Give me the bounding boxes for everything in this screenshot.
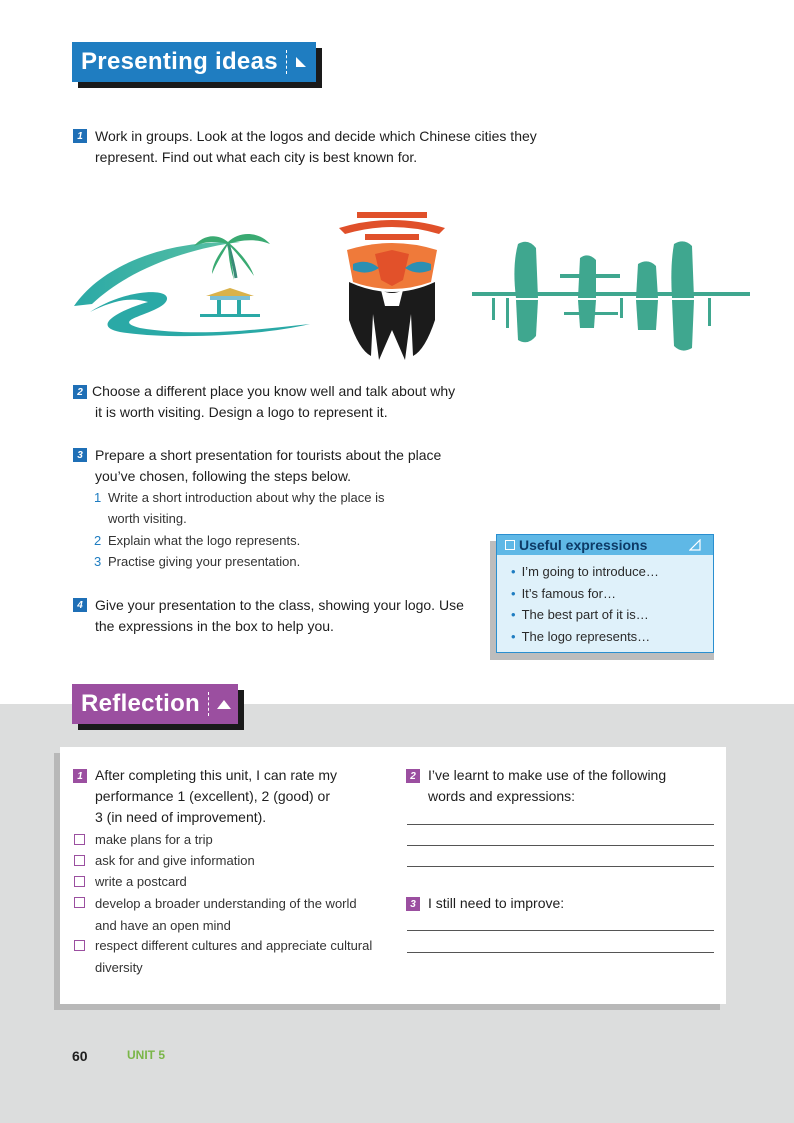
answer-line[interactable]	[407, 845, 714, 846]
task-number-3: 3	[73, 448, 87, 462]
expressions-header: Useful expressions	[497, 535, 713, 555]
unit-label: UNIT 5	[127, 1048, 166, 1062]
step-3: 3 Practise giving your presentation.	[94, 554, 301, 569]
checkbox[interactable]	[74, 834, 85, 845]
reflection-banner	[72, 684, 238, 724]
up-triangle-icon	[216, 698, 232, 710]
task-number-2: 2	[73, 385, 87, 399]
task-number-1: 1	[73, 129, 87, 143]
task-number-4: 4	[73, 598, 87, 612]
reflection-task-3-text: I still need to improve:	[428, 895, 565, 911]
reflection-number-1: 1	[73, 769, 87, 783]
expression-item: • I’m going to introduce…	[511, 564, 659, 579]
task-4-text: Give your presentation to the class, showing your logo. Use the expressions in the box to help you.	[95, 597, 464, 634]
answer-line[interactable]	[407, 824, 714, 825]
checklist-item: ask for and give information	[95, 853, 255, 868]
step-1: 1 Write a short introduction about why the place is worth visiting.	[94, 490, 385, 526]
page-number: 60	[72, 1048, 88, 1064]
task-2-text: Choose a different place you know well and talk about why it is worth visiting. Design a logo to represent it.	[92, 383, 456, 420]
checklist-item: respect different cultures and appreciate cultural diversity	[95, 938, 373, 975]
checklist-item: develop a broader understanding of the world and have an open mind	[95, 896, 357, 933]
checklist-item: write a postcard	[95, 874, 187, 889]
answer-line[interactable]	[407, 952, 714, 953]
checkbox[interactable]	[74, 855, 85, 866]
expression-item: • The logo represents…	[511, 628, 651, 644]
expression-item: • The best part of it is…	[511, 607, 649, 622]
reflection-task-2-text: I’ve learnt to make use of the following words and expressions:	[428, 767, 667, 804]
opera-mask-logo	[335, 210, 449, 362]
section-title: Presenting ideas	[81, 48, 278, 75]
checklist-item: make plans for a trip	[95, 832, 213, 847]
corner-triangle-icon	[689, 539, 701, 551]
step-2: 2 Explain what the logo represents.	[94, 533, 301, 548]
expression-item: • It’s famous for…	[511, 585, 616, 601]
section-title: Reflection	[81, 690, 201, 717]
presenting-ideas-banner	[72, 42, 316, 82]
reflection-number-2: 2	[406, 769, 420, 783]
corner-triangle-icon	[294, 55, 308, 69]
checkbox[interactable]	[74, 897, 85, 908]
answer-line[interactable]	[407, 930, 714, 931]
task-1-text: Work in groups. Look at the logos and decide which Chinese cities they represent. Find out what each city is best known for.	[95, 128, 537, 165]
palm-beach-logo	[70, 228, 312, 338]
checkbox[interactable]	[74, 876, 85, 887]
reflection-number-3: 3	[406, 897, 420, 911]
checkbox[interactable]	[74, 940, 85, 951]
reflection-task-1-text: After completing this unit, I can rate my performance 1 (excellent), 2 (good) or 3 (in need of improvement).	[95, 767, 337, 825]
task-3-text: Prepare a short presentation for tourists about the place you’ve chosen, following the steps below.	[95, 447, 442, 484]
answer-line[interactable]	[407, 866, 714, 867]
square-icon	[505, 540, 515, 550]
useful-expressions-box	[496, 534, 714, 653]
karst-river-logo	[472, 236, 750, 354]
